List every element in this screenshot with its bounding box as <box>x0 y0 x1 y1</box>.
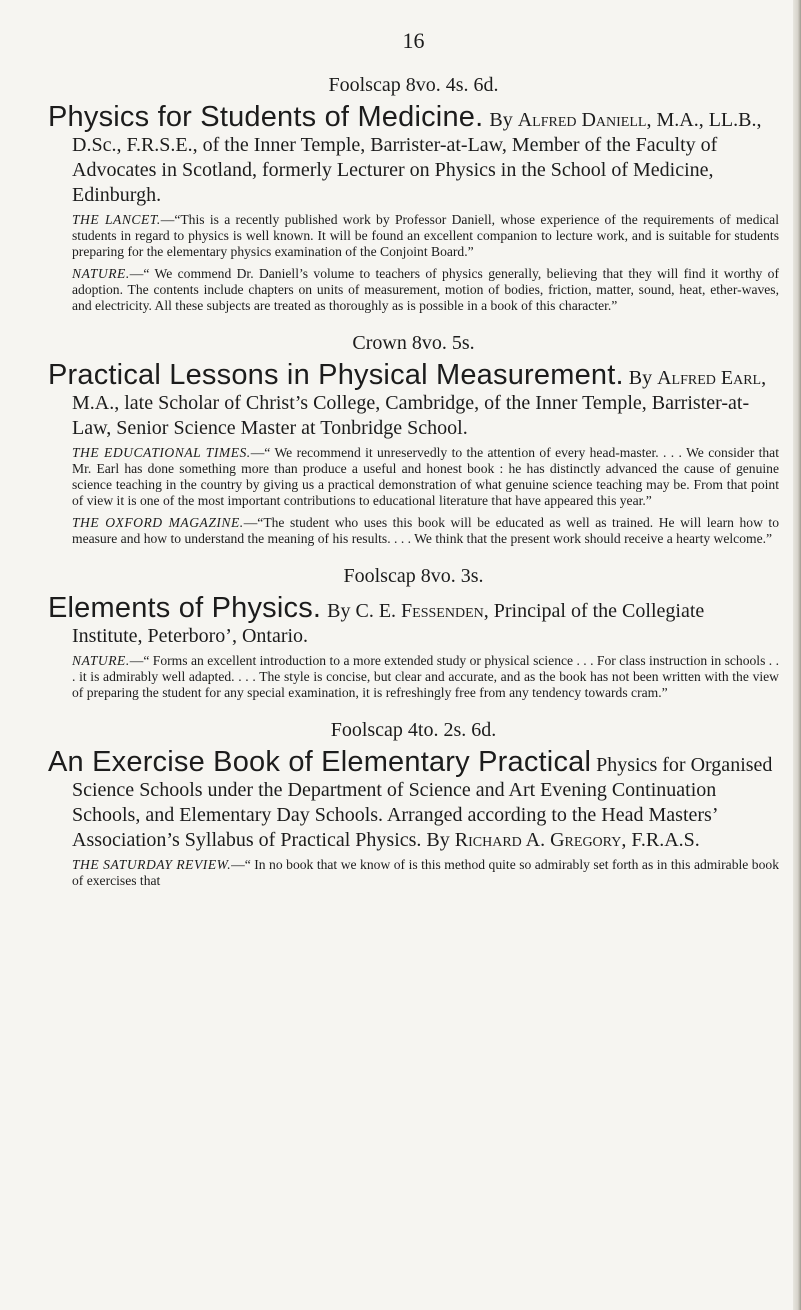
book-title: Physics for Students of Medicine. <box>48 101 484 133</box>
review <box>72 653 779 701</box>
review-source: NATURE. <box>72 653 130 668</box>
review <box>72 212 779 260</box>
book-description: , Principal of the Collegiate Institute, Peterboro’, Ontario. <box>72 600 705 647</box>
review <box>72 857 779 889</box>
book-description-before: Physics for Organised Science Schools under the Department of Science and Art Evening Continuation Schools, and Elementary Day Schools. Arranged according to the Head Masters’ Association’s Syllabus of Practical Physics. By <box>72 754 773 851</box>
review-source: THE OXFORD MAGAZINE. <box>72 515 244 530</box>
book-format-price: Crown 8vo. 5s. <box>352 332 475 354</box>
book-heading <box>48 359 779 441</box>
spacer <box>48 320 779 332</box>
book-entry <box>48 74 779 314</box>
review <box>72 266 779 314</box>
book-format-price: Foolscap 8vo. 4s. 6d. <box>328 74 499 96</box>
book-entry <box>48 719 779 889</box>
review <box>72 445 779 509</box>
by-label: By <box>327 600 351 622</box>
review-text: —“ We recommend it unreservedly to the attention of every head-master. . . . We consider that Mr. Earl has done something more than produce a useful and honest book : he has distinctly advanced the cause of genuine science teaching in the country by giving us a practical demonstration of what genuine science teaching may be. From that point of view it is one of the most important contributions to educational literature that have appeared this year.” <box>72 445 779 508</box>
review-text: —“ Forms an excellent introduction to a more extended study or physical science . . . For class instruction in schools . . . it is admirably well adapted. . . . The style is concise, but clear and accurate, and as the book has not been written with the view of preparing the student for any special examination, it is refreshingly free from any tendency towards cram.” <box>72 653 779 700</box>
book-entry <box>48 565 779 701</box>
book-format-price: Foolscap 4to. 2s. 6d. <box>330 719 497 741</box>
page-number: 16 <box>402 28 425 53</box>
page-edge-shadow <box>793 0 801 1310</box>
spacer <box>48 553 779 565</box>
book-description: , M.A., late Scholar of Christ’s College, Cambridge, of the Inner Temple, Barrister-at-Law, Senior Science Master at Tonbridge School. <box>72 367 767 439</box>
book-title: Elements of Physics. <box>48 592 322 624</box>
review-source: THE SATURDAY REVIEW. <box>72 857 232 872</box>
book-heading <box>48 746 779 853</box>
book-author: Alfred Daniell <box>517 109 647 131</box>
spacer <box>48 707 779 719</box>
review <box>72 515 779 547</box>
review-text: —“The student who uses this book will be educated as well as trained. He will learn how to measure and how to understand the meaning of his results. . . . We think that the present work should receive a hearty welcome.” <box>72 515 779 546</box>
by-label: By <box>628 367 653 389</box>
book-author: C. E. Fessenden <box>355 600 484 622</box>
book-heading <box>48 101 779 208</box>
by-label: By <box>489 109 513 131</box>
review-text: —“ We commend Dr. Daniell’s volume to teachers of physics generally, believing that they will find it worthy of adoption. The contents include chapters on units of measurement, motion of bodies, friction, matter, sound, heat, ether-waves, and electricity. All these subjects are treated as thoroughly as is possible in a book of this character.” <box>72 266 779 313</box>
book-format-price: Foolscap 8vo. 3s. <box>343 565 484 587</box>
book-entry <box>48 332 779 547</box>
review-text: —“ In no book that we know of is this method quite so admirably set forth as in this admirable book of exercises that <box>72 857 779 888</box>
review-source: THE LANCET. <box>72 212 161 227</box>
book-author: Alfred Earl <box>657 367 762 389</box>
book-title: An Exercise Book of Elementary Practical <box>48 746 592 778</box>
review-text: —“This is a recently published work by Professor Daniell, whose experience of the requirements of medical students in regard to physics is well known. It will be found an excellent companion to lecture work, and is suitable for students preparing for the elementary physics examination of the Conjoint Board.” <box>72 212 779 259</box>
review-source: NATURE. <box>72 266 130 281</box>
book-description: , F.R.A.S. <box>621 829 700 851</box>
book-description: , M.A., LL.B., D.Sc., F.R.S.E., of the Inner Temple, Barrister-at-Law, Member of the Faculty of Advocates in Scotland, formerly Lecturer on Physics in the School of Medicine, Edinburgh. <box>72 109 762 206</box>
book-author: Richard A. Gregory <box>454 829 622 851</box>
review-source: THE EDUCATIONAL TIMES. <box>72 445 251 460</box>
book-title: Practical Lessons in Physical Measurement. <box>48 359 624 391</box>
book-heading <box>48 592 779 649</box>
